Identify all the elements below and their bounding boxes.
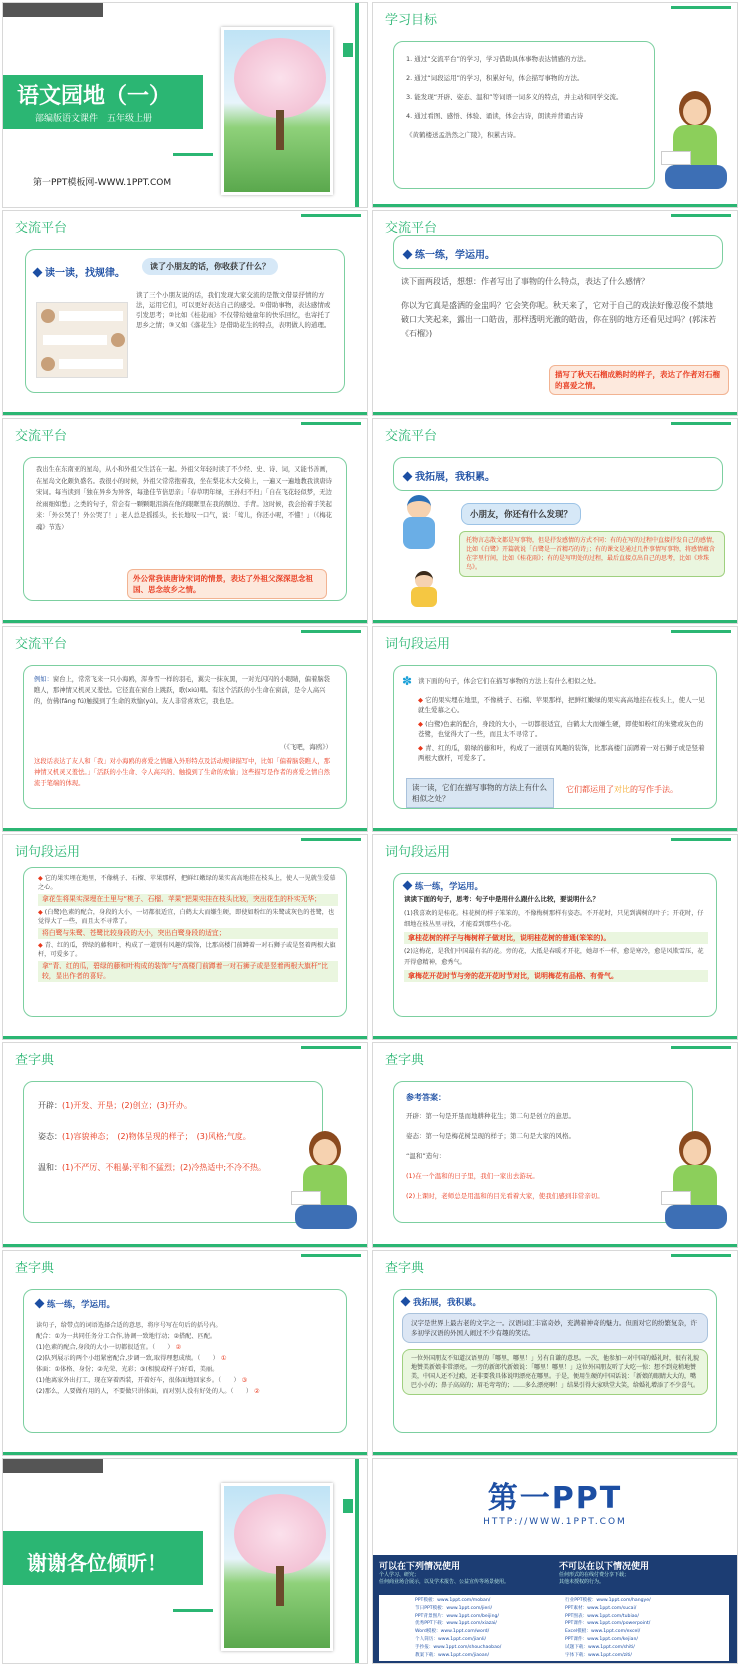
passage-text: 我出生在东南亚的星岛，从小和外祖父生活在一起。外祖父年轻时读了不少经、史、诗、词，又能书善画，在星岛文化颇负盛名。我很小的时候，外祖父常常抱着我，坐在梨花木大交椅上，一遍又一遍地教我读唐诗宋词。每当读到「独在异乡为异客，每逢佳节倍思亲」「春草明年绿，王孙归不归」「自在飞花轻似梦，无边丝雨细如愁」之类的句子，常会有一颗颗眼泪淌在他的眼眶里在我的额边、手背。这时候，我会抬着手笑起来：「外公哭了！外公哭了！」老人总是摇摇头，长长地叹一口气，说：「莺儿，你还小呢，不懂！」（《梅花魂》节选） (36, 466, 332, 531)
content-box (23, 1289, 347, 1433)
can-use-item: 个人学习、研究； (379, 1572, 420, 1578)
slide-12[interactable] (372, 1042, 738, 1248)
exercise-line (36, 1375, 334, 1386)
dictionary-row (38, 1162, 308, 1173)
bottom-bar (3, 412, 367, 415)
cherry-tree-photo (221, 1483, 333, 1651)
bottom-bar (3, 1036, 367, 1039)
goal-item: 3. 能发现“开辟、姿态、温和”等词语一词多义的特点，并主动和同学交流。 (406, 93, 623, 101)
slide-7[interactable] (2, 626, 368, 832)
slide-header: 词句段运用 (385, 637, 451, 652)
list-item-text: 它的果实埋在地里，不像桃子、石榴、苹果那样，把鲜红嫩绿的果实高高地挂在枝头上，使人一见就生爱慕之心。 (38, 875, 336, 891)
answer-row: (1)在一个温和的日子里，我们一家出去游玩。 (406, 1172, 539, 1180)
resource-link[interactable]: 字体下载：www.1ppt.com/ziti/ (565, 1652, 632, 1658)
section-heading (402, 1296, 708, 1308)
slide-header: 查字典 (385, 1053, 425, 1068)
cherry-tree-photo (221, 27, 333, 195)
slide-header: 交流平台 (15, 637, 68, 652)
top-right-stripe (301, 214, 361, 217)
exercise-text: (1)色素的配合,身段的大小一切都很适宜。（ ） (36, 1344, 174, 1351)
brand-area (373, 1459, 737, 1555)
answer-row: (2)上课时，老师总是用温和的目光看着大家，使我们感到非常亲切。 (406, 1192, 604, 1200)
flower-icon: ✽ (402, 674, 413, 688)
slide-8[interactable] (372, 626, 738, 832)
exercise-line (36, 1342, 334, 1353)
slide-title: 语文园地（一） (17, 84, 172, 109)
resource-link[interactable]: PPT背景图片：www.1ppt.com/beijing/ (415, 1613, 499, 1619)
kids-speech-illustration (36, 302, 128, 378)
cannot-use-item: 任何形式的在线付费分享下载； (559, 1572, 630, 1578)
section-heading-text: 练一练，学运用。 (415, 882, 484, 892)
example-lead: 例如： (34, 676, 53, 683)
top-dark-strip (3, 3, 103, 17)
slide-header: 交流平台 (15, 221, 68, 236)
list-item-text: (白鹭)色素的配合，身段的大小，一切都很适宜，白鹤太大而嫌生硬，即使如粉红的朱鹭或灰色的苍鹭，也觉得大了一些，而且太不寻常了。 (38, 908, 335, 925)
tree-blossom-canopy (234, 38, 326, 118)
analysis-text: 这段话表达了友人和「我」对小海鸥的喜爱之情融入外形特点及活动规律描写中，比如「偏着脑袋瞧人，那神情又机灵又羞怯。」「活跃的小生命、令人高兴的、触摸到了生命的欢愉」这些描写是作者的喜爱之情自然流于笔端的体现。 (34, 758, 330, 787)
answer-keyword: 对比 (614, 785, 630, 794)
analysis-note: 拿梅花开花时节与旁的花开花时节对比，说明梅花有品格、有骨气。 (404, 970, 708, 982)
list-item: ◆ 它的果实埋在地里，不像桃子、石榴、苹果那样，把鲜红嫩绿的果实高高地挂在枝头上，使人一见就生爱慕之心。 (418, 696, 705, 714)
answer-part: 它们都运用了 (566, 785, 614, 794)
question-text: 读读下面的句子，思考：句子中是用什么跟什么比较，要说明什么？ (404, 895, 599, 903)
dictionary-row (38, 1131, 308, 1142)
section-heading (34, 264, 125, 279)
thanks-title: 谢谢各位倾听！ (27, 1551, 167, 1575)
exercise-text: (2)那么，人要做有用的人，不要做只讲体面，而对别人没有好处的人。（ ） (36, 1388, 253, 1395)
tree-trunk (276, 110, 284, 150)
analysis-note: 拿桂花树的样子与梅树样子做对比，说明桂花树的普通(笨笨的)。 (404, 932, 708, 944)
links-left-column (415, 1597, 501, 1659)
answer-mark: ② (175, 1344, 182, 1351)
answer-part: 的写作手法。 (630, 785, 678, 794)
question-box: 读一读，它们在描写事物的方法上有什么相似之处？ (406, 778, 554, 808)
bottom-bar (373, 1452, 737, 1455)
slide-3[interactable] (2, 210, 368, 416)
girl-reading-illustration (291, 1131, 361, 1241)
slide-header: 学习目标 (385, 13, 438, 28)
sentence-item: (1)我喜欢的是桂花。桂花树的样子笨笨的，不像梅树那样有姿态。不开花时，只见到满树的叶子；开花时，仔细地在枝丛里寻找，才能看到那些小花。 (404, 910, 704, 928)
explanation-text: 读了三个小朋友说的话，我们发现大家交流的是散文借景抒情的方法，运用它们，可以更好表达自己的感受。①借助事物，表达感情或引发思考；②比如《桂花雨》不仅带给她童年的快乐回忆，也寄托了思乡之情；③又如《落花生》是借助花生的特点，表明做人的道理。 (136, 291, 331, 329)
content-box (393, 665, 717, 809)
dictionary-definition: (1)容貌神态； (2)物体呈现的样子； (3)风格;气度。 (62, 1132, 251, 1141)
answer-note: 外公常我读唐诗宋词的情景，表达了外祖父深深思念祖国、思念故乡之情。 (127, 569, 327, 599)
slide-header: 词句段运用 (15, 845, 81, 860)
right-edge-stripe (355, 3, 359, 208)
answer-heading: 参考答案： (406, 1093, 446, 1102)
content-box (393, 873, 717, 1017)
top-right-stripe (301, 630, 361, 633)
resource-link[interactable]: Word模板：www.1ppt.com/word/ (415, 1629, 490, 1635)
diamond-icon (35, 1299, 45, 1309)
top-right-stripe (301, 422, 361, 425)
slide-2[interactable] (372, 2, 738, 208)
bottom-bar (373, 1036, 737, 1039)
list-item: ◆ (白鹭)色素的配合，身段的大小，一切都很适宜，白鹤太大而嫌生硬，即使如粉红的朱鹭或灰色的苍鹭，也觉得大了一些，而且太不寻常了。 (38, 908, 335, 925)
slide-header: 交流平台 (385, 429, 438, 444)
tree-trunk (276, 1566, 284, 1606)
sentence-item: (2)这梅花，是我们中国最有名的花。旁的花，大抵是春暖才开花，她却不一样，愈是寒冷，愈是风欺雪压，花开得愈精神，愈秀气。 (404, 948, 704, 966)
girl-reading-illustration (661, 91, 731, 201)
can-use-section (379, 1559, 549, 1586)
answer-note: 描写了秋天石榴成熟时的样子，表达了作者对石榴的喜爱之情。 (549, 365, 729, 395)
dictionary-row (38, 1100, 308, 1111)
resource-link[interactable]: 节日PPT模板：www.1ppt.com/jieri/ (415, 1605, 493, 1611)
slide-11[interactable] (2, 1042, 368, 1248)
bottom-bar (373, 412, 737, 415)
green-rule (173, 1609, 213, 1612)
diamond-icon (403, 250, 413, 260)
cannot-use-section (559, 1559, 729, 1586)
intro-text: 读下面的句子，体会它们在描写事物的方法上有什么相似之处。 (418, 677, 600, 685)
dictionary-word: 姿态： (38, 1132, 62, 1141)
slide-5[interactable] (2, 418, 368, 624)
bottom-bar (373, 204, 737, 207)
intro-paragraph: 汉字是世界上最古老的文字之一。汉语词汇丰富奇妙，充满着神奇的魅力。但面对它的纷繁复杂，许多初学汉语的外国人闹过不少有趣的笑话。 (402, 1313, 708, 1343)
exercise-line (36, 1353, 334, 1364)
green-rule (173, 153, 213, 156)
example-passage (34, 674, 336, 707)
analysis-note: 拿花生将果实深埋在土里与“桃子、石榴、苹果”把果实挂在枝头比较，突出花生的朴实无华； (38, 894, 338, 906)
top-dark-strip (3, 1459, 103, 1473)
top-right-stripe (671, 422, 731, 425)
resource-link[interactable]: 行业PPT模板：www.1ppt.com/hangye/ (565, 1598, 651, 1603)
slide-4[interactable] (372, 210, 738, 416)
exercise-line: 体面：①体格、身份；②光荣、光彩；③(相貌或样子)好看，美丽。 (36, 1366, 219, 1373)
slide-header: 交流平台 (385, 221, 438, 236)
slide-16[interactable] (372, 1458, 738, 1664)
slide-header: 查字典 (15, 1261, 55, 1276)
resource-link[interactable]: 试题下载：www.1ppt.com/shiti/ (565, 1644, 635, 1650)
resource-link[interactable]: 个人简历：www.1ppt.com/jianli/ (415, 1636, 487, 1642)
dictionary-definition: (1)不严厉、不粗暴;平和不猛烈；(2)冷热适中;不冷不热。 (62, 1163, 267, 1172)
can-use-title: 可以在下列情况使用 (379, 1562, 461, 1572)
diamond-icon (33, 268, 43, 278)
resource-link[interactable]: 手抄报：www.1ppt.com/shouchaobao/ (415, 1644, 502, 1650)
brand-logo: 第一PPT (487, 1481, 623, 1516)
question-bubble: 读了小朋友的话，你收获了什么？ (142, 258, 278, 275)
answer-text (566, 784, 678, 795)
slide-1[interactable] (2, 2, 368, 208)
section-heading-text: 练一练，学运用。 (47, 1300, 116, 1310)
slide-header: 交流平台 (15, 429, 68, 444)
diamond-icon (403, 881, 413, 891)
answer-row: “温和”造句： (406, 1152, 446, 1160)
links-panel (379, 1595, 729, 1661)
slide-13[interactable] (2, 1250, 368, 1456)
passage-text: 你以为它真是盛洒的金盅吗？它会笑你呢。秋天来了，它对于自己的戏法好像忍俊不禁地破口大笑起来，露出一口皓齿，那样透明光澈的皓齿，你在别的地方还看见过吗？(郭沫若《石榴》) (401, 301, 717, 338)
exercise-line (36, 1386, 334, 1397)
usage-panel (373, 1555, 737, 1664)
top-right-stripe (301, 1254, 361, 1257)
exercise-line: 配合：①为一共同任务分工合作,协调一致地行动；②搭配、匹配。 (36, 1333, 217, 1340)
resource-link[interactable]: PPT模板：www.1ppt.com/moban/ (415, 1598, 491, 1603)
content-box (23, 665, 347, 809)
bottom-bar (3, 1244, 367, 1247)
goal-item: 1. 通过“交流平台”的学习，学习借助具体事物表达情感的方法。 (406, 55, 591, 63)
section-heading (404, 880, 708, 892)
boy-raising-hand-illustration (409, 565, 439, 609)
slide-header: 查字典 (15, 1053, 55, 1068)
section-heading (404, 468, 495, 483)
top-right-stripe (301, 838, 361, 841)
sentence-list (418, 696, 706, 763)
resource-link[interactable]: 优秀PPT下载：www.1ppt.com/xiazai/ (415, 1621, 497, 1627)
top-right-stripe (671, 1046, 731, 1049)
slide-10[interactable] (372, 834, 738, 1040)
answer-mark: ③ (241, 1377, 248, 1384)
dictionary-word: 开辟： (38, 1101, 62, 1110)
slide-subtitle: 部编版语文课件 五年级上册 (35, 114, 153, 124)
question-text: 读下面两段话，想想：作者写出了事物的什么特点，表达了什么感情？ (401, 277, 649, 286)
slide-header: 词句段运用 (385, 845, 451, 860)
list-item: ◆ (白鹭)色素的配合，身段的大小，一切都很适宜，白鹤太大而嫌生硬，即使如粉红的朱鹭或灰色的苍鹭，也觉得大了一些，而且太不寻常了。 (418, 720, 704, 738)
list-item-text: 它的果实埋在地里，不像桃子、石榴、苹果那样，把鲜红嫩绿的果实高高地挂在枝头上，使人一见就生爱慕之心。 (418, 696, 705, 714)
resource-link[interactable]: PPT素材：www.1ppt.com/sucai/ (565, 1605, 637, 1611)
dictionary-word: 温和： (38, 1163, 62, 1172)
list-item: ◆ 它的果实埋在地里，不像桃子、石榴、苹果那样，把鲜红嫩绿的果实高高地挂在枝头上，使人一见就生爱慕之心。 (38, 875, 336, 891)
list-item-text: (白鹭)色素的配合，身段的大小，一切都很适宜，白鹤太大而嫌生硬，即使如粉红的朱鹭或灰色的苍鹭，也觉得大了一些，而且太不寻常了。 (418, 720, 704, 738)
content-box (23, 1081, 323, 1223)
bottom-bar (373, 1244, 737, 1247)
analysis-note: 将白鹭与朱鹭、苍鹭比较身段的大小，突出白鹭身段的适宜； (38, 928, 338, 940)
tree-blossom-canopy (234, 1494, 326, 1574)
section-heading-text: 我拓展，我积累。 (415, 472, 495, 483)
answer-row: 姿态：第一句是梅花树呈现的样子；第二句是大家的风格。 (406, 1132, 575, 1140)
content-box (393, 1081, 693, 1223)
goal-item: 2. 通过“词段运用”的学习，积累好句，体会描写事物的方法。 (406, 74, 584, 82)
section-heading-text: 我拓展，我积累。 (413, 1298, 482, 1308)
top-right-stripe (671, 1254, 731, 1257)
top-right-stripe (301, 1046, 361, 1049)
cannot-use-item: 其他未授权的行为。 (559, 1579, 605, 1585)
answer-mark: ① (220, 1355, 227, 1362)
list-item: ◆ 青、红的瓜，碧绿的藤和叶，构成了一道别有风趣的装饰，比那高楼门前蹲着一对石狮子或是竖着两根大旗杆，可爱多了。 (418, 744, 705, 762)
slide-6[interactable] (372, 418, 738, 624)
bottom-bar (3, 1452, 367, 1455)
heading-box (393, 235, 723, 269)
story-paragraph: 一位外国朋友不知道汉语里的「哪里，哪里！」另有自谦的意思。一次，他参加一对中国的婚礼时，很有礼貌地赞美新娘非常漂亮。一旁的新郎代新娘说：「哪里！哪里！」这位外国朋友听了大吃一惊：想不到竟稍地赞美，中国人还不过瘾，还非要我具体说明漂亮在哪里。于是，便用生硬的中国话说：「新娘的眼睛大大的，嘴巴小小的；鼻子高高的；眉毛弯弯的；……多么漂亮啊！」结果引得大家哄堂大笑，给婚礼增添了不少喜气。 (402, 1349, 708, 1395)
content-box (25, 249, 345, 393)
goals-box (393, 41, 655, 189)
list-item: ◆ 青、红的瓜，碧绿的藤和叶，构成了一道别有风趣的装饰，比那高楼门前蹲着一对石狮子或是竖着两根大旗杆，可爱多了。 (38, 942, 336, 958)
footer-text: 第一PPT模板网-WWW.1PPT.COM (33, 178, 172, 188)
exercise-line: 读句子，给带点的词语选择合适的意思，将序号写在句后的括号内。 (36, 1322, 222, 1329)
dictionary-definition: (1)开发、开垦；(2)创立；(3)开办。 (62, 1101, 192, 1110)
bottom-bar (3, 620, 367, 623)
links-right-column (565, 1597, 651, 1659)
slide-14[interactable] (372, 1250, 738, 1456)
diamond-icon (401, 1297, 411, 1307)
slide-15[interactable] (2, 1458, 368, 1664)
question-bubble: 小朋友，你还有什么发现？ (461, 503, 581, 525)
exercise-text: (2)队列展示的两个小组紧密配合,步调一致,取得理想成绩。（ ） (36, 1355, 219, 1362)
passage-text: 窗台上，常常飞来一只小海鸥，浑身雪一样的羽毛，翼尖一抹灰黑，一对光闪闪的小眼睛，偏着脑袋瞧人，那神情又机灵又羞怯。它径直在窗台上跳跃，歌(xiú)唱。有这个活跃的小生命在窗前，是令人高兴的，仿佛(fǎng fú)触摸到了生命的欢愉(yú)。友人非常喜欢它，我也是。 (34, 676, 330, 705)
heading-box (393, 457, 723, 491)
bottom-bar (373, 620, 737, 623)
goal-item: 4. 通过看图、感悟、体验、诵读，体会古诗，朗读并背诵古诗 (406, 112, 584, 120)
slide-9[interactable] (2, 834, 368, 1040)
brand-url[interactable]: HTTP://WWW.1PPT.COM (483, 1517, 627, 1527)
section-heading-text: 读一读，找规律。 (45, 268, 125, 279)
bottom-bar (3, 828, 367, 831)
diamond-icon (403, 472, 413, 482)
girl-reading-illustration (661, 1131, 731, 1241)
list-item-text: 青、红的瓜，碧绿的藤和叶，构成了一道别有风趣的装饰，比那高楼门前蹲着一对石狮子或是竖着两根大旗杆，可爱多了。 (38, 942, 336, 958)
list-item-text: 青、红的瓜，碧绿的藤和叶，构成了一道别有风趣的装饰，比那高楼门前蹲着一对石狮子或是竖着两根大旗杆，可爱多了。 (418, 744, 705, 762)
bottom-bar (373, 828, 737, 831)
answer-note: 托物言志散文都是写事物，但是抒发感情的方式不同：有的在写的过程中直接抒发自己的感情，比如《白鹭》开篇就说「白鹭是一首精巧的诗」；有的课文是通过几件事情写事物，将感情蕴含在字里行间，比如《桂花雨》；有的是写明处的过程，最后直接点出自己的思考，比如《珍珠鸟》。 (459, 531, 725, 577)
cannot-use-title: 不可以在以下情况使用 (559, 1562, 650, 1572)
top-right-stripe (671, 630, 731, 633)
top-right-stripe (671, 214, 731, 217)
green-square (343, 43, 353, 57)
slide-header: 查字典 (385, 1261, 425, 1276)
answer-row: 开辟：第一句是开垦而地耕种花生；第二句是创立的意思。 (406, 1112, 575, 1120)
top-right-stripe (671, 6, 731, 9)
section-heading-text: 练一练，学运用。 (415, 250, 495, 261)
boy-thinking-illustration (399, 495, 439, 551)
section-heading (36, 1298, 334, 1310)
right-edge-stripe (355, 1459, 359, 1664)
resource-link[interactable]: 教案下载：www.1ppt.com/jiaoan/ (415, 1652, 490, 1658)
content-box (23, 867, 347, 1017)
exercise-text: (1)他离家外出打工，现在穿着西装，开着好车，很体面地回家乡。（ ） (36, 1377, 240, 1384)
resource-link[interactable]: PPT图表：www.1ppt.com/tubiao/ (565, 1613, 639, 1619)
content-box (393, 1289, 717, 1433)
answer-mark: ② (254, 1388, 260, 1395)
resource-link[interactable]: Excel模板：www.1ppt.com/excel/ (565, 1629, 641, 1635)
green-square (343, 1499, 353, 1513)
source-text: （《飞吧，海鸥》） (280, 743, 332, 751)
section-heading (404, 246, 495, 261)
can-use-item: 任何商业场合展示，以及学术报告、公益宣传等场景使用。 (379, 1579, 510, 1585)
analysis-note: 拿“青、红的瓜，碧绿的藤和叶构成的装饰”与“高楼门前蹲着一对石狮子或是竖着两根大旗杆”比较，显出作者的喜好。 (38, 961, 338, 982)
goal-item: 《黄鹤楼送孟浩然之广陵》，积累古诗。 (406, 131, 520, 139)
top-right-stripe (671, 838, 731, 841)
resource-link[interactable]: PPT课件：www.1ppt.com/powerpoint/ (565, 1621, 651, 1627)
resource-link[interactable]: PPT课件：www.1ppt.com/kejian/ (565, 1636, 638, 1642)
